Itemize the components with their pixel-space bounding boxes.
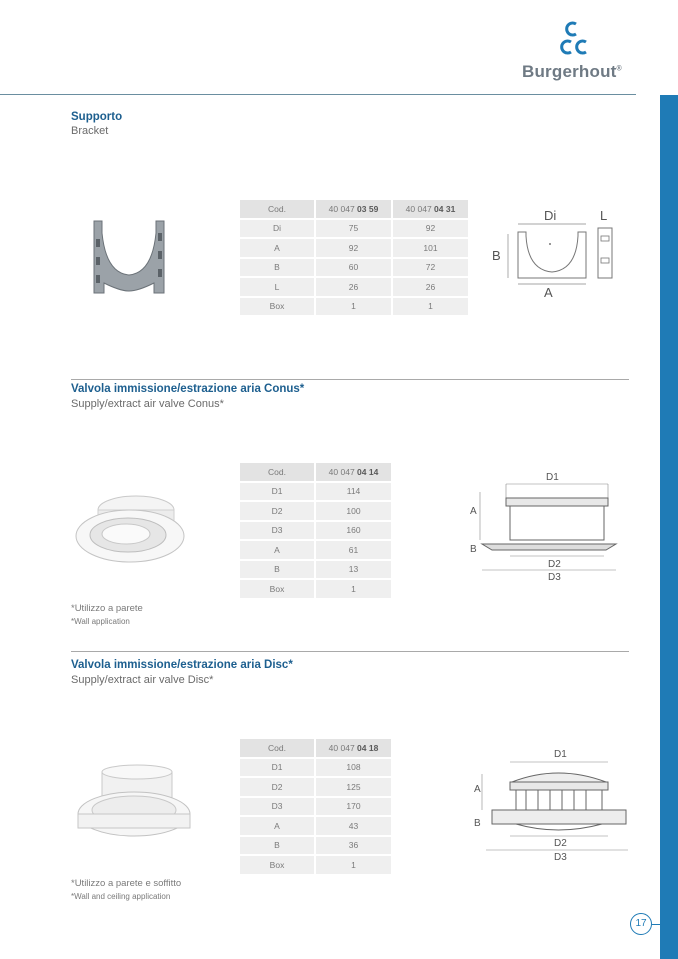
table-row: Di 75 92 [240, 220, 468, 238]
brand-name: Burgerhout® [522, 62, 622, 81]
section-title-conus: Valvola immissione/estrazione aria Conus* [71, 383, 305, 395]
table-row: Box 1 [240, 856, 391, 874]
table-row: D2 125 [240, 778, 391, 796]
spec-table-disc [238, 737, 393, 876]
dim-label-a: A [474, 784, 481, 795]
dim-label-b: B [492, 248, 501, 263]
table-row: D1 114 [240, 483, 391, 501]
dim-label-di: Di [544, 208, 557, 223]
section-divider [71, 379, 629, 380]
dim-label-b: B [474, 818, 481, 829]
bracket-technical-drawing [488, 204, 618, 300]
section-title-bracket: Supporto [71, 111, 123, 123]
dim-label-l: L [600, 208, 608, 223]
spec-table-bracket [238, 198, 470, 317]
table-row: A 61 [240, 541, 391, 559]
dim-label-d1: D1 [546, 472, 559, 483]
table-header-code: 40 047 03 59 [316, 200, 391, 218]
usage-note-en: *Wall application [71, 617, 130, 626]
dim-label-d3: D3 [554, 852, 567, 863]
dim-label-d3: D3 [548, 572, 561, 583]
section-subtitle-bracket: Bracket [71, 125, 109, 137]
usage-note-en: *Wall and ceiling application [71, 892, 171, 901]
usage-note-it: *Utilizzo a parete e soffitto [71, 878, 182, 889]
table-row: Box 1 [240, 580, 391, 598]
table-row: B 60 72 [240, 259, 468, 277]
table-row: B 13 [240, 561, 391, 579]
conus-technical-drawing [466, 468, 636, 586]
table-row: D3 160 [240, 522, 391, 540]
table-header-code: 40 047 04 31 [393, 200, 468, 218]
table-row: A 92 101 [240, 239, 468, 257]
section-title-disc: Valvola immissione/estrazione aria Disc* [71, 659, 293, 671]
dim-label-d2: D2 [548, 559, 561, 570]
table-row: D3 170 [240, 798, 391, 816]
table-row: Box 1 1 [240, 298, 468, 316]
disc-valve-product-image [74, 762, 194, 862]
table-header-label: Cod. [240, 200, 314, 218]
side-accent-bar [660, 95, 678, 959]
table-row: D2 100 [240, 502, 391, 520]
table-header-label: Cod. [240, 739, 314, 757]
disc-technical-drawing [466, 744, 636, 864]
table-header-code: 40 047 04 18 [316, 739, 391, 757]
conus-valve-product-image [70, 480, 190, 580]
table-header-label: Cod. [240, 463, 314, 481]
page-number-connector [652, 924, 660, 925]
header-divider [0, 94, 636, 95]
dim-label-a: A [544, 285, 553, 300]
dim-label-a: A [470, 506, 477, 517]
usage-note-it: *Utilizzo a parete [71, 603, 143, 614]
section-divider [71, 651, 629, 652]
section-subtitle-disc: Supply/extract air valve Disc* [71, 674, 214, 686]
table-row: A 43 [240, 817, 391, 835]
brand-logo-icon [556, 20, 602, 60]
table-header-code: 40 047 04 14 [316, 463, 391, 481]
dim-label-d2: D2 [554, 838, 567, 849]
table-row: D1 108 [240, 759, 391, 777]
dim-label-b: B [470, 544, 477, 555]
spec-table-conus [238, 461, 393, 600]
section-subtitle-conus: Supply/extract air valve Conus* [71, 398, 224, 410]
table-row: L 26 26 [240, 278, 468, 296]
table-row: B 36 [240, 837, 391, 855]
bracket-product-image [88, 213, 170, 299]
dim-label-d1: D1 [554, 749, 567, 760]
page-number: 17 [630, 913, 652, 935]
